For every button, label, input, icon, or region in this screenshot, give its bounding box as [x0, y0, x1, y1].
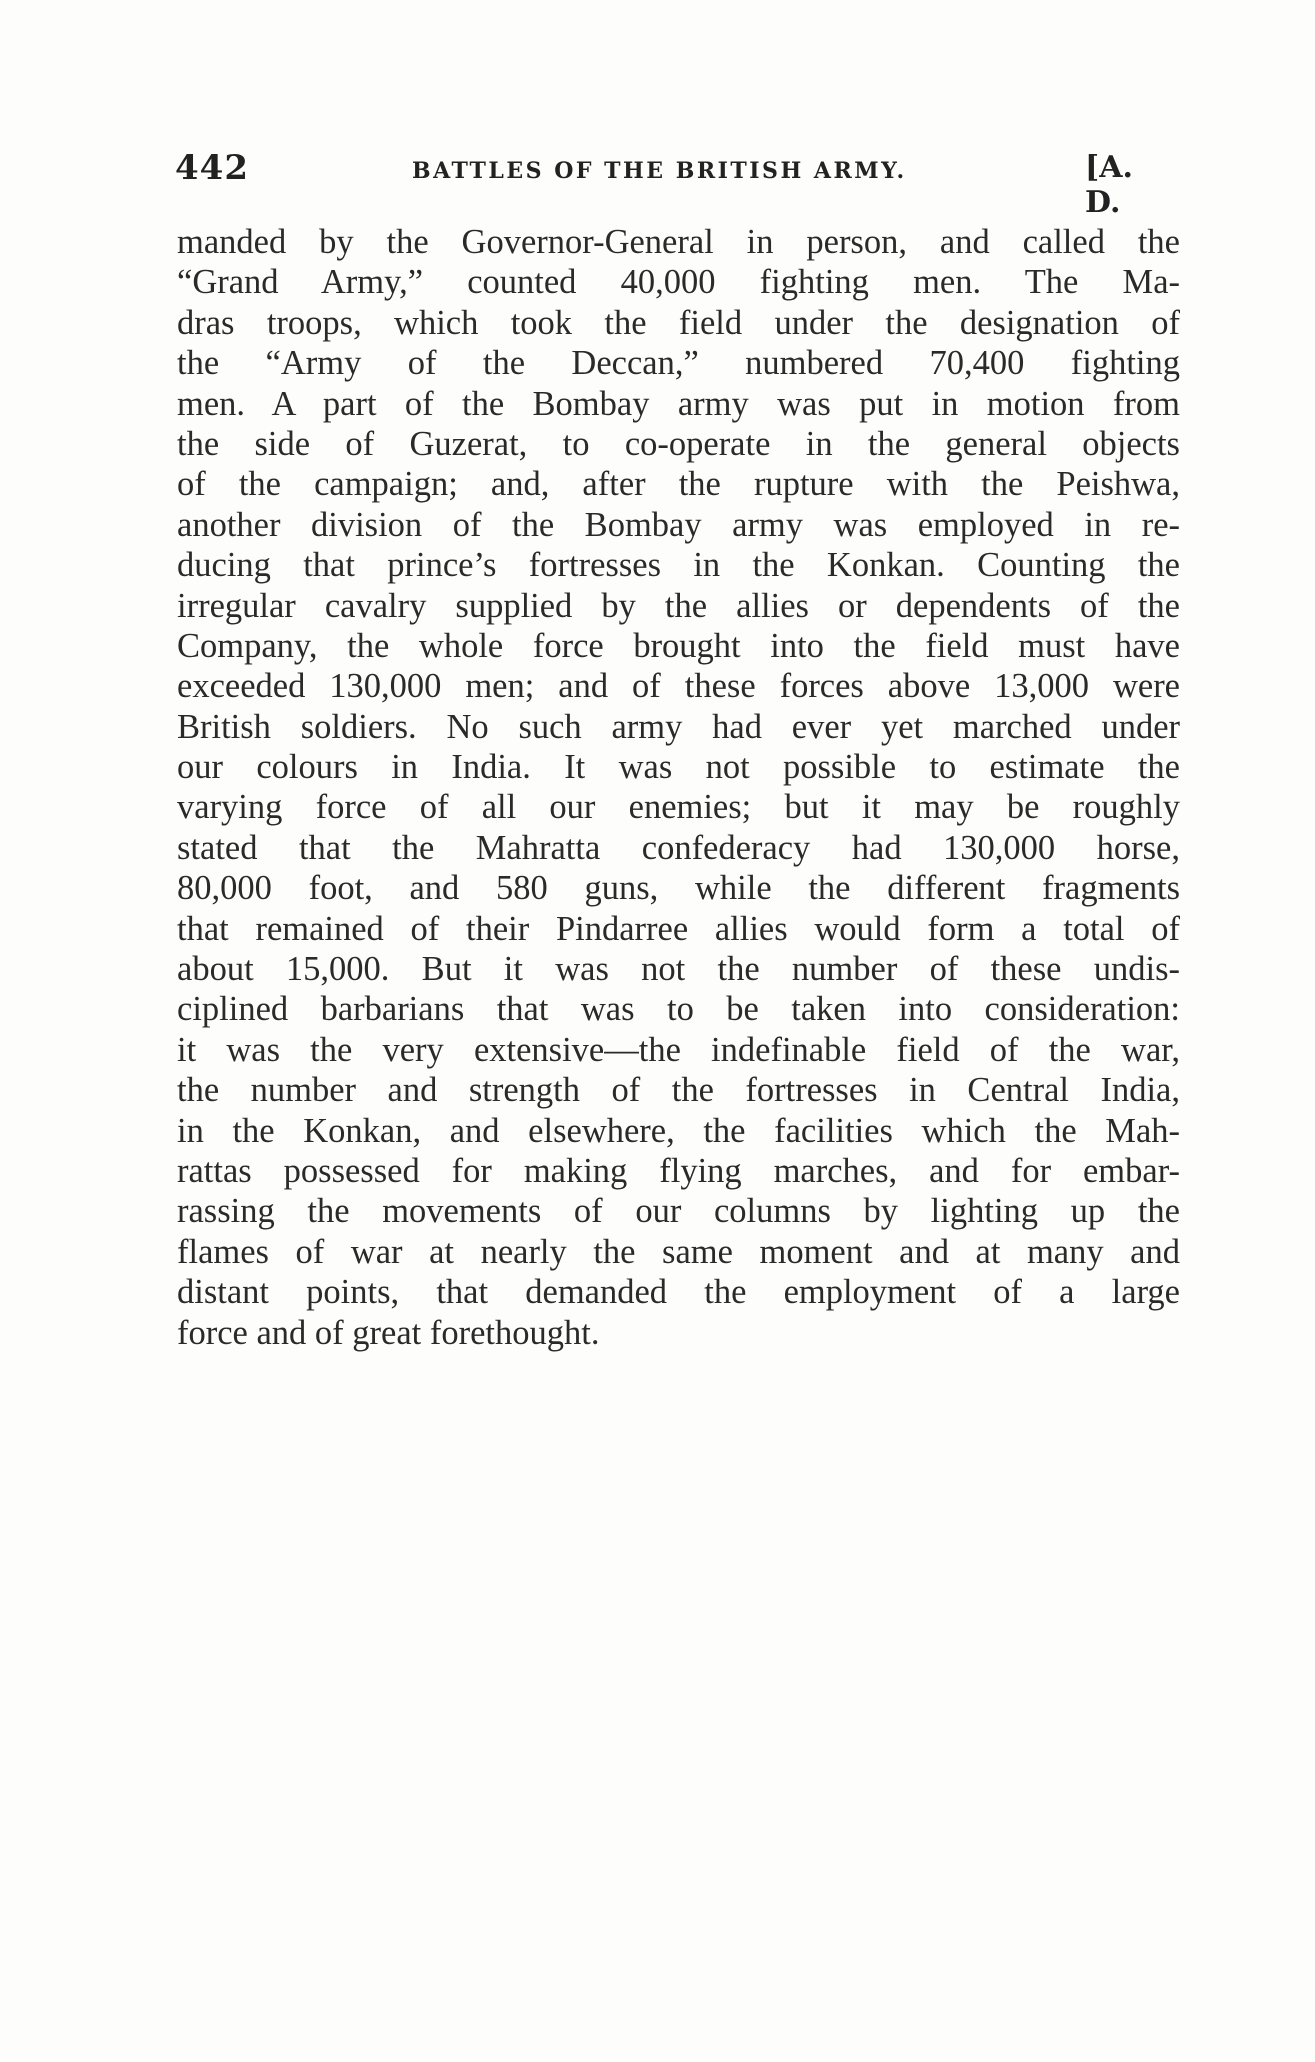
- text-line: the side of Guzerat, to co-operate in the general objects: [177, 424, 1180, 463]
- text-line: dras troops, which took the field under the designation of: [177, 303, 1180, 342]
- text-line: force and of great forethought.: [177, 1313, 600, 1352]
- text-line: ducing that prince’s fortresses in the Konkan. Counting the: [177, 546, 1180, 585]
- text-line: British soldiers. No such army had ever yet marched under: [177, 707, 1180, 746]
- text-line: “Grand Army,” counted 40,000 fighting men. The Ma-: [177, 263, 1180, 302]
- text-line: rassing the movements of our columns by lighting up the: [177, 1192, 1180, 1231]
- text-line: of the campaign; and, after the rupture with the Peishwa,: [177, 465, 1180, 504]
- page-number: 442: [175, 148, 249, 188]
- text-line: it was the very extensive—the indefinable field of the war,: [177, 1030, 1180, 1069]
- page-header: [175, 148, 1175, 220]
- text-line: varying force of all our enemies; but it may be roughly: [177, 788, 1180, 827]
- text-line: the number and strength of the fortresses in Central India,: [177, 1071, 1180, 1110]
- text-line: another division of the Bombay army was employed in re-: [177, 505, 1180, 544]
- text-line: the “Army of the Deccan,” numbered 70,400 fighting: [177, 344, 1180, 383]
- running-head: BATTLES OF THE BRITISH ARMY.: [412, 158, 907, 184]
- text-line: about 15,000. But it was not the number of these undis-: [177, 950, 1180, 989]
- text-line: ciplined barbarians that was to be taken into consideration:: [177, 990, 1180, 1029]
- text-line: rattas possessed for making flying marches, and for embar-: [177, 1151, 1180, 1190]
- text-line: manded by the Governor-General in person, and called the: [177, 223, 1180, 261]
- text-line: irregular cavalry supplied by the allies or dependents of the: [177, 586, 1180, 625]
- header-date-bracket: [A. D.: [1085, 150, 1133, 220]
- text-line: flames of war at nearly the same moment and at many and: [177, 1232, 1180, 1271]
- text-line: distant points, that demanded the employment of a large: [177, 1273, 1180, 1312]
- text-line: that remained of their Pindarree allies would form a total of: [177, 909, 1180, 948]
- text-line: men. A part of the Bombay army was put in motion from: [177, 384, 1180, 423]
- body-paragraph: [177, 222, 1180, 1353]
- text-line: exceeded 130,000 men; and of these forces above 13,000 were: [177, 667, 1180, 706]
- text-line: in the Konkan, and elsewhere, the facilities which the Mah-: [177, 1111, 1180, 1150]
- text-line: stated that the Mahratta confederacy had 130,000 horse,: [177, 828, 1180, 867]
- text-line: 80,000 foot, and 580 guns, while the different fragments: [177, 869, 1180, 908]
- text-line: our colours in India. It was not possible to estimate the: [177, 748, 1180, 787]
- text-line: Company, the whole force brought into the field must have: [177, 626, 1180, 665]
